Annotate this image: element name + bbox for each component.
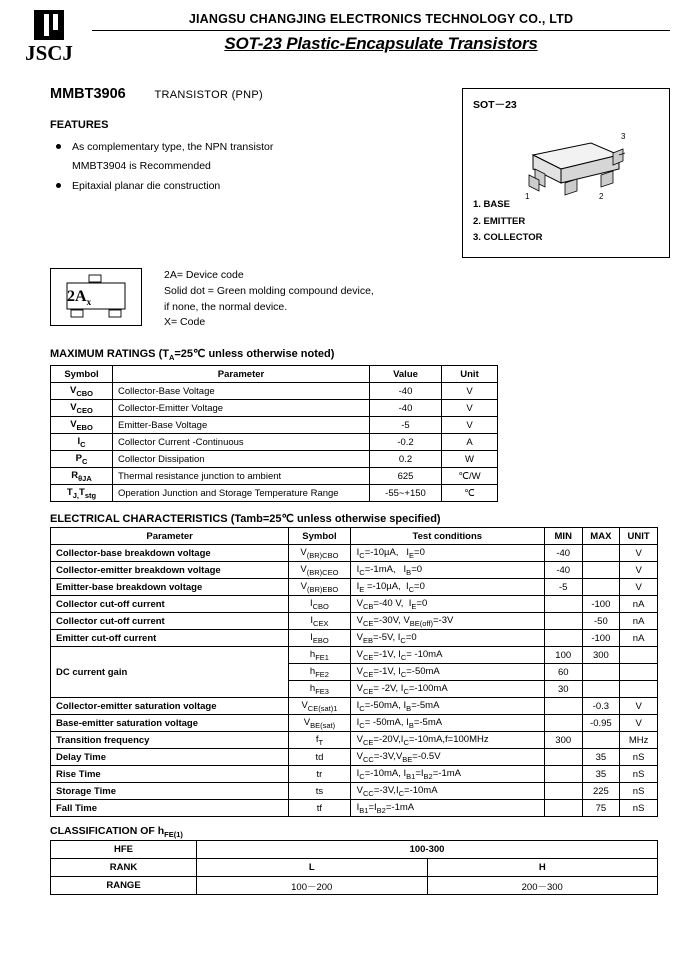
cell-parameter: Base-emitter saturation voltage: [51, 715, 289, 732]
marking-diagram: [50, 268, 142, 326]
marking-notes: [164, 268, 374, 331]
cell-min: 60: [544, 664, 582, 681]
cell-symbol: tf: [289, 800, 350, 817]
cell-min: 300: [544, 732, 582, 749]
list-item: 1. BASE: [473, 199, 510, 211]
cell-unit: W: [442, 451, 498, 468]
cell-conditions: $I_{B1}=I_{B2}=-1mA$: [350, 800, 544, 817]
cell-max: -0.3: [582, 698, 620, 715]
table-row: [51, 613, 658, 630]
cell-unit: V: [620, 715, 658, 732]
cell-symbol: $V_{BE(sat)}$: [289, 715, 350, 732]
cell-min: 100: [544, 647, 582, 664]
cell-max: 35: [582, 749, 620, 766]
cell-conditions: $V_{EB}=-5V$, $I_C=0$: [350, 630, 544, 647]
cell-symbol: $V_{CEO}$: [51, 400, 113, 417]
cell-parameter: Collector-emitter breakdown voltage: [51, 562, 289, 579]
cell-value: -55~+150: [370, 485, 442, 502]
cell-parameter: Collector-base breakdown voltage: [51, 545, 289, 562]
cell-conditions: $V_{CE}=-20V,I_C=-10mA,f=100MHz$: [350, 732, 544, 749]
cell-unit: [620, 647, 658, 664]
table-row: [51, 766, 658, 783]
page-header: [12, 8, 670, 66]
cell-unit: V: [442, 417, 498, 434]
cell-symbol: $V_{CBO}$: [51, 383, 113, 400]
list-item: MMBT3904 is Recommended: [72, 160, 211, 173]
cell-label: RANGE: [51, 877, 197, 895]
cell-parameter: DC current gain: [51, 647, 289, 698]
device-code-mark: $2A_x$: [67, 288, 92, 308]
cell-parameter: Emitter-base breakdown voltage: [51, 579, 289, 596]
cell-unit: [620, 681, 658, 698]
cell-value: 100-300: [197, 841, 658, 859]
logo-glyph-icon: [34, 10, 64, 40]
table-row: [51, 647, 658, 664]
cell-label: RANK: [51, 859, 197, 877]
cell-value: H: [427, 859, 658, 877]
cell-conditions: $I_C=-10\mu A$, $I_E=0$: [350, 545, 544, 562]
cell-symbol: $V_{CE(sat)1}$: [289, 698, 350, 715]
cell-max: [582, 562, 620, 579]
col-value: Value: [370, 366, 442, 383]
svg-text:1: 1: [525, 192, 530, 201]
note-line: Solid dot = Green molding compound device,: [164, 284, 374, 297]
cell-parameter: Fall Time: [51, 800, 289, 817]
features-heading: FEATURES: [50, 119, 109, 131]
cell-conditions: $V_{CE}=-1V$, $I_C= -10mA$: [350, 647, 544, 664]
cell-min: [544, 596, 582, 613]
part-description: TRANSISTOR (PNP): [154, 89, 264, 101]
features-list: [56, 139, 462, 194]
table-row: [51, 545, 658, 562]
cell-symbol: $I_C$: [51, 434, 113, 451]
cell-conditions: $V_{CB}=-40$ V, $I_E=0$: [350, 596, 544, 613]
table-row: [51, 400, 498, 417]
cell-value: -5: [370, 417, 442, 434]
table-row: [51, 579, 658, 596]
cell-label: HFE: [51, 841, 197, 859]
hfe-classification-table: [50, 840, 658, 895]
table-header-row: [51, 366, 498, 383]
cell-symbol: ts: [289, 783, 350, 800]
cell-value: -40: [370, 383, 442, 400]
cell-unit: nA: [620, 630, 658, 647]
list-item: 2. EMITTER: [473, 215, 526, 227]
package-name: SOT－23: [473, 99, 517, 111]
table-row: [51, 417, 498, 434]
cell-unit: [620, 664, 658, 681]
cell-max: [582, 579, 620, 596]
cell-symbol: $h_{FE1}$: [289, 647, 350, 664]
table-row: [51, 859, 658, 877]
col-unit: Unit: [442, 366, 498, 383]
cell-conditions: $V_{CC}=-3V,V_{BE}=-0.5V$: [350, 749, 544, 766]
cell-unit: nS: [620, 800, 658, 817]
svg-text:3: 3: [621, 132, 626, 141]
cell-symbol: $h_{FE2}$: [289, 664, 350, 681]
cell-min: -40: [544, 545, 582, 562]
note-line: X= Code: [164, 316, 206, 329]
cell-symbol: td: [289, 749, 350, 766]
cell-min: [544, 698, 582, 715]
cell-min: [544, 715, 582, 732]
cell-max: [582, 664, 620, 681]
cell-parameter: Collector cut-off current: [51, 596, 289, 613]
table-row: [51, 434, 498, 451]
note-line: 2A= Device code: [164, 269, 244, 281]
cell-conditions: $I_C=-50mA$, $I_B=-5mA$: [350, 698, 544, 715]
table-row: [51, 715, 658, 732]
table-header-row: [51, 528, 658, 545]
company-name: JIANGSU CHANGJING ELECTRONICS TECHNOLOGY CO., LTD: [188, 12, 574, 26]
table-row: [51, 562, 658, 579]
cell-max: [582, 681, 620, 698]
max-ratings-heading: MAXIMUM RATINGS ($T_A=25℃$ unless otherwise noted): [50, 348, 335, 363]
cell-symbol: $P_C$: [51, 451, 113, 468]
cell-unit: nA: [620, 613, 658, 630]
col-min: MIN: [544, 528, 582, 545]
table-row: [51, 841, 658, 859]
cell-unit: nA: [620, 596, 658, 613]
electrical-characteristics-table: [50, 527, 658, 817]
cell-max: -50: [582, 613, 620, 630]
cell-value: L: [197, 859, 428, 877]
cell-parameter: Collector-Base Voltage: [113, 383, 370, 400]
table-row: [51, 451, 498, 468]
cell-symbol: $I_{CEX}$: [289, 613, 350, 630]
package-diagram-box: [462, 88, 670, 258]
cell-symbol: $I_{EBO}$: [289, 630, 350, 647]
cell-unit: V: [620, 579, 658, 596]
table-row: [51, 749, 658, 766]
cell-unit: V: [620, 562, 658, 579]
cell-parameter: Collector-Emitter Voltage: [113, 400, 370, 417]
cell-min: [544, 800, 582, 817]
cell-parameter: Transition frequency: [51, 732, 289, 749]
cell-parameter: Storage Time: [51, 783, 289, 800]
cell-conditions: $I_E =-10\mu A$, $I_C=0$: [350, 579, 544, 596]
cell-symbol: $V_{EBO}$: [51, 417, 113, 434]
marking-outline-icon: [51, 269, 143, 327]
list-item: Epitaxial planar die construction: [56, 178, 462, 194]
cell-unit: ℃: [442, 485, 498, 502]
cell-conditions: $V_{CC}=-3V,I_C=-10mA$: [350, 783, 544, 800]
cell-max: 225: [582, 783, 620, 800]
cell-symbol: $R_{\theta JA}$: [51, 468, 113, 485]
cell-parameter: Emitter cut-off current: [51, 630, 289, 647]
cell-min: 30: [544, 681, 582, 698]
cell-conditions: $I_C= -50mA$, $I_B=-5mA$: [350, 715, 544, 732]
company-logo: [12, 8, 86, 66]
cell-parameter: Emitter-Base Voltage: [113, 417, 370, 434]
cell-symbol: $V_{(BR)CBO}$: [289, 545, 350, 562]
cell-value: 0.2: [370, 451, 442, 468]
page-title: SOT-23 Plastic-Encapsulate Transistors: [224, 34, 538, 53]
cell-max: 300: [582, 647, 620, 664]
cell-parameter: Collector Dissipation: [113, 451, 370, 468]
table-row: [51, 800, 658, 817]
cell-parameter: Collector Current -Continuous: [113, 434, 370, 451]
header-divider: [92, 30, 670, 31]
cell-max: [582, 732, 620, 749]
cell-max: 35: [582, 766, 620, 783]
cell-value: -0.2: [370, 434, 442, 451]
cell-conditions: $V_{CE}= -2V$, $I_C=-100mA$: [350, 681, 544, 698]
table-row: [51, 698, 658, 715]
max-ratings-table: [50, 365, 498, 502]
list-item: 3. COLLECTOR: [473, 232, 543, 244]
classification-heading: CLASSIFICATION OF $h_{FE(1)}$: [50, 825, 183, 840]
cell-max: -100: [582, 630, 620, 647]
list-item: As complementary type, the NPN transistor: [56, 139, 462, 155]
cell-symbol: $V_{(BR)EBO}$: [289, 579, 350, 596]
cell-symbol: tr: [289, 766, 350, 783]
cell-min: -40: [544, 562, 582, 579]
table-row: [51, 630, 658, 647]
pin-assignment-list: [473, 197, 543, 247]
cell-conditions: $V_{CE}=-1V$, $I_C=-50mA$: [350, 664, 544, 681]
cell-symbol: $V_{(BR)CEO}$: [289, 562, 350, 579]
col-parameter: Parameter: [113, 366, 370, 383]
logo-wordmark: JSCJ: [25, 41, 73, 65]
table-row: [51, 596, 658, 613]
cell-unit: nS: [620, 766, 658, 783]
cell-unit: V: [442, 400, 498, 417]
cell-max: -100: [582, 596, 620, 613]
cell-parameter: Delay Time: [51, 749, 289, 766]
cell-min: -5: [544, 579, 582, 596]
note-line: if none, the normal device.: [164, 300, 288, 313]
cell-max: 75: [582, 800, 620, 817]
cell-value: 625: [370, 468, 442, 485]
cell-min: [544, 749, 582, 766]
electrical-heading: ELECTRICAL CHARACTERISTICS (Tamb=25℃ unless otherwise specified): [50, 513, 441, 526]
cell-max: [582, 545, 620, 562]
table-row: [51, 468, 498, 485]
cell-value: 100－200: [197, 877, 428, 895]
table-row: [51, 732, 658, 749]
cell-value: 200－300: [427, 877, 658, 895]
cell-unit: nS: [620, 749, 658, 766]
cell-unit: A: [442, 434, 498, 451]
cell-symbol: $T_{J,}T_{stg}$: [51, 485, 113, 502]
col-unit: UNIT: [620, 528, 658, 545]
cell-unit: nS: [620, 783, 658, 800]
cell-symbol: $f_T$: [289, 732, 350, 749]
cell-conditions: $V_{CE}=-30V$, $V_{BE(off)}=-3V$: [350, 613, 544, 630]
device-marking-section: [12, 268, 670, 331]
cell-parameter: Collector-emitter saturation voltage: [51, 698, 289, 715]
cell-symbol: $I_{CBO}$: [289, 596, 350, 613]
cell-unit: V: [442, 383, 498, 400]
cell-unit: V: [620, 698, 658, 715]
cell-conditions: $I_C=-10mA$, $I_{B1}=I_{B2}=-1mA$: [350, 766, 544, 783]
cell-unit: ℃/W: [442, 468, 498, 485]
table-row: [51, 877, 658, 895]
cell-parameter: Operation Junction and Storage Temperature Range: [113, 485, 370, 502]
cell-min: [544, 613, 582, 630]
col-parameter: Parameter: [51, 528, 289, 545]
cell-max: -0.95: [582, 715, 620, 732]
table-row: [51, 383, 498, 400]
cell-unit: V: [620, 545, 658, 562]
cell-min: [544, 766, 582, 783]
col-symbol: Symbol: [51, 366, 113, 383]
cell-parameter: Thermal resistance junction to ambient: [113, 468, 370, 485]
cell-parameter: Rise Time: [51, 766, 289, 783]
cell-unit: MHz: [620, 732, 658, 749]
part-overview-section: [12, 86, 670, 258]
col-conditions: Test conditions: [350, 528, 544, 545]
part-number: MMBT3906: [50, 86, 126, 102]
table-row: [51, 783, 658, 800]
table-row: [51, 485, 498, 502]
svg-text:2: 2: [599, 192, 604, 201]
col-symbol: Symbol: [289, 528, 350, 545]
cell-min: [544, 630, 582, 647]
cell-value: -40: [370, 400, 442, 417]
cell-min: [544, 783, 582, 800]
col-max: MAX: [582, 528, 620, 545]
cell-conditions: $I_C=-1mA$, $I_B=0$: [350, 562, 544, 579]
cell-parameter: Collector cut-off current: [51, 613, 289, 630]
cell-symbol: $h_{FE3}$: [289, 681, 350, 698]
